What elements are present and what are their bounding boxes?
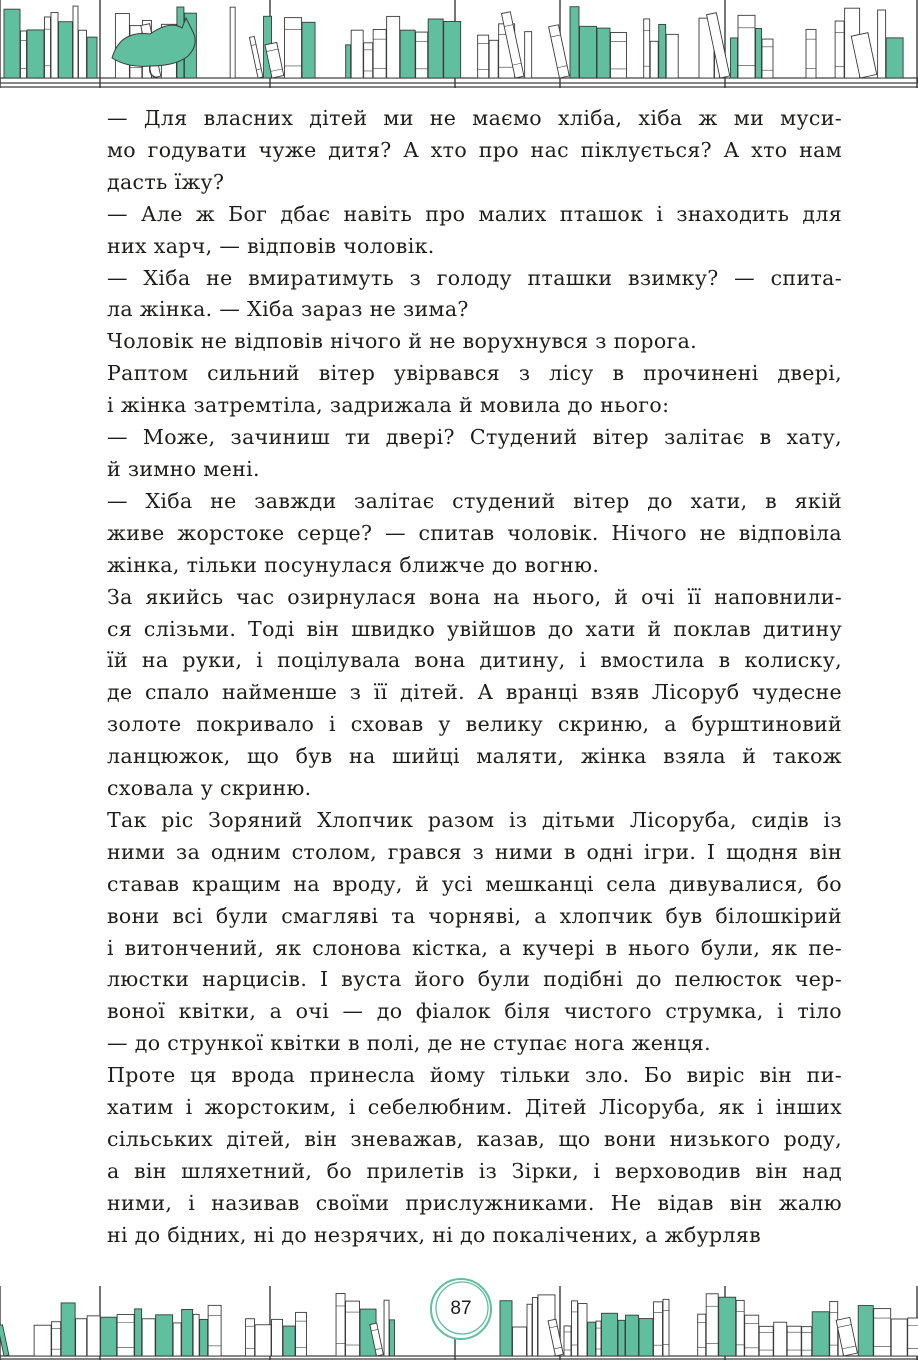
- text-line: золоте покривало і сховав у велику скриню, а бурштиновий: [107, 712, 842, 737]
- top-bookshelf-illustration: [0, 0, 918, 88]
- page-number: 87: [450, 1298, 472, 1319]
- paragraph: [82, 103, 842, 199]
- text-line: і витончений, як слонова кістка, а кучері в нього були, як пе-: [107, 935, 842, 960]
- text-line: — Для власних дітей ми не маємо хліба, хіба ж ми муси-: [107, 106, 842, 130]
- text-line: вони всі були смагляві та чорняві, а хлопчик був білошкірий: [107, 903, 842, 928]
- text-line: дасть їжу?: [107, 169, 225, 194]
- text-line: мо годувати чуже дитя? А хто про нас піклується? А хто нам: [107, 137, 842, 162]
- text-line: воної квітки, а очі — до фіалок біля чистого струмка, і тіло: [107, 999, 842, 1024]
- paragraph: [82, 199, 842, 263]
- text-line: ланцюжок, що був на шийці маляти, жінка взяла й також: [107, 744, 842, 769]
- paragraph: [82, 263, 842, 327]
- text-line: них харч, — відповів чоловік.: [107, 233, 435, 258]
- text-line: Проте ця врода принесла йому тільки зло. Бо виріс він пи-: [107, 1063, 842, 1088]
- text-line: ся слізьми. Тоді він швидко увійшов до хати й поклав дитину: [107, 616, 842, 641]
- text-line: За якийсь час озирнулася вона на нього, й очі її наповнили-: [107, 584, 842, 609]
- text-line: їй на руки, і поцілувала вона дитину, і вмостила в колиску,: [107, 648, 842, 673]
- text-line: люстки нарцисів. І вуста його були подібні до пелюсток чер-: [107, 967, 842, 992]
- text-line: а він шляхетний, бо прилетів із Зірки, і верховодив він над: [107, 1158, 842, 1183]
- text-line: і жінка затремтіла, задрижала й мовила до нього:: [107, 393, 670, 418]
- text-line: й зимно мені.: [107, 456, 260, 481]
- text-line: — Хіба не вмиратимуть з голоду пташки взимку? — спита-: [107, 265, 842, 290]
- paragraph: [82, 1060, 842, 1251]
- paragraph: [82, 422, 842, 486]
- text-line: де спало найменше з її дітей. А вранці взяв Лісоруб чудесне: [107, 680, 842, 705]
- text-line: ставав кращим на вроду, й усі мешканці села дивувалися, бо: [107, 871, 842, 896]
- text-line: ними за одним столом, грався з ними в одні ігри. І щодня він: [107, 839, 842, 864]
- page-number-badge: [428, 1276, 494, 1342]
- story-text: [82, 103, 842, 1252]
- paragraph: [82, 326, 842, 358]
- text-line: — Але ж Бог дбає навіть про малих пташок і знаходить для: [107, 201, 842, 226]
- text-line: — Хіба не завжди залітає студений вітер до хати, в якій: [107, 488, 842, 513]
- text-line: Так ріс Зоряний Хлопчик разом із дітьми Лісоруба, сидів із: [107, 807, 842, 832]
- text-line: сховала у скриню.: [107, 776, 312, 801]
- text-line: ла жінка. — Хіба зараз не зима?: [107, 297, 469, 322]
- paragraph: [82, 805, 842, 1060]
- text-line: живе жорстоке серце? — спитав чоловік. Нічого не відповіла: [107, 520, 842, 545]
- text-line: жінка, тільки посунулася ближче до вогню.: [107, 552, 600, 577]
- text-line: Раптом сильний вітер увірвався з лісу в прочинені двері,: [107, 361, 842, 386]
- text-line: — до стрункої квітки в полі, де не ступає нога женця.: [107, 1031, 711, 1056]
- paragraph: [82, 486, 842, 582]
- paragraph: [82, 582, 842, 805]
- text-line: ні до бідних, ні до незрячих, ні до покалічених, а жбурляв: [107, 1222, 762, 1247]
- text-line: хатим і жорстоким, і себелюбним. Дітей Лісоруба, як і інших: [107, 1095, 842, 1120]
- text-line: ними, і називав своїми прислужниками. Не відав він жалю: [107, 1190, 842, 1215]
- paragraph: [82, 358, 842, 422]
- text-line: Чоловік не відповів нічого й не ворухнувся з порога.: [107, 329, 698, 354]
- bookshelf-icon: [0, 0, 918, 88]
- text-line: — Може, зачиниш ти двері? Студений вітер залітає в хату,: [107, 425, 842, 450]
- text-line: сільських дітей, він зневажав, казав, що вони низького роду,: [107, 1127, 842, 1151]
